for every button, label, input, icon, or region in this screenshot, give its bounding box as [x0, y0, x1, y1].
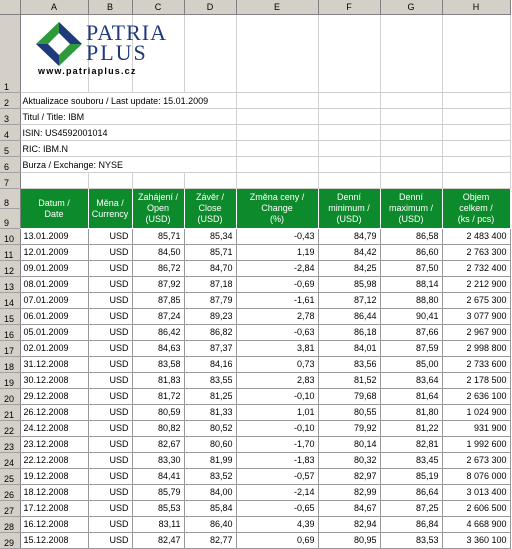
column-header[interactable]: H	[442, 0, 510, 15]
data-cell-min[interactable]: 86,44	[318, 309, 380, 325]
data-cell-vol[interactable]: 2 732 400	[442, 261, 510, 277]
data-cell-open[interactable]: 85,79	[132, 485, 184, 501]
cell[interactable]	[236, 157, 318, 173]
data-cell-max[interactable]: 87,66	[380, 325, 442, 341]
table-row	[0, 389, 510, 405]
data-cell-date[interactable]: 12.01.2009	[20, 245, 88, 261]
data-cell-cur[interactable]: USD	[88, 357, 132, 373]
data-cell-chg[interactable]: 1,01	[236, 405, 318, 421]
data-cell-cur[interactable]: USD	[88, 421, 132, 437]
data-cell-min[interactable]: 82,99	[318, 485, 380, 501]
data-cell-chg[interactable]: -1,70	[236, 437, 318, 453]
cell[interactable]	[380, 125, 442, 141]
header-text-line: (%)	[270, 214, 284, 224]
row-header[interactable]: 18	[0, 357, 20, 373]
data-cell-cur[interactable]: USD	[88, 501, 132, 517]
row-header[interactable]: 15	[0, 309, 20, 325]
data-cell-min[interactable]: 80,95	[318, 533, 380, 549]
column-header[interactable]: F	[318, 0, 380, 15]
data-cell-max[interactable]: 81,64	[380, 389, 442, 405]
sheet-row	[0, 109, 510, 125]
data-cell-max[interactable]: 81,22	[380, 421, 442, 437]
cell[interactable]	[318, 93, 380, 109]
cell[interactable]	[236, 141, 318, 157]
row-header[interactable]: 17	[0, 341, 20, 357]
data-cell-close[interactable]: 81,99	[184, 453, 236, 469]
data-cell-max[interactable]: 81,80	[380, 405, 442, 421]
row-header[interactable]: 8	[0, 189, 20, 209]
cell[interactable]	[318, 125, 380, 141]
data-cell-max[interactable]: 90,41	[380, 309, 442, 325]
data-cell-open[interactable]: 85,71	[132, 229, 184, 245]
cell[interactable]	[380, 141, 442, 157]
data-cell-open[interactable]: 83,58	[132, 357, 184, 373]
data-cell-max[interactable]: 83,53	[380, 533, 442, 549]
data-cell-chg[interactable]: -0,69	[236, 277, 318, 293]
cell[interactable]	[236, 15, 318, 93]
data-cell-open[interactable]: 84,63	[132, 341, 184, 357]
cell[interactable]	[442, 173, 510, 189]
data-cell-vol[interactable]: 2 673 300	[442, 453, 510, 469]
row-header[interactable]: 4	[0, 125, 20, 141]
data-cell-vol[interactable]: 2 733 600	[442, 357, 510, 373]
header-text-line: Close	[198, 203, 222, 213]
data-cell-close[interactable]: 87,37	[184, 341, 236, 357]
row-header[interactable]: 2	[0, 93, 20, 109]
table-column-header[interactable]	[236, 189, 318, 229]
data-cell-close[interactable]: 84,70	[184, 261, 236, 277]
data-cell-vol[interactable]: 1 992 600	[442, 437, 510, 453]
data-cell-cur[interactable]: USD	[88, 261, 132, 277]
data-cell-open[interactable]: 84,41	[132, 469, 184, 485]
data-cell-date[interactable]: 31.12.2008	[20, 357, 88, 373]
data-cell-max[interactable]: 85,19	[380, 469, 442, 485]
data-cell-cur[interactable]: USD	[88, 309, 132, 325]
data-cell-vol[interactable]: 2 763 300	[442, 245, 510, 261]
data-cell-cur[interactable]: USD	[88, 325, 132, 341]
table-row	[0, 453, 510, 469]
data-cell-cur[interactable]: USD	[88, 341, 132, 357]
data-cell-vol[interactable]: 3 360 100	[442, 533, 510, 549]
cell[interactable]	[236, 93, 318, 109]
row-header[interactable]: 16	[0, 325, 20, 341]
cell[interactable]	[318, 141, 380, 157]
cell[interactable]	[318, 157, 380, 173]
cell[interactable]	[132, 173, 184, 189]
table-row	[0, 373, 510, 389]
data-cell-cur[interactable]: USD	[88, 485, 132, 501]
header-text-line: (ks / pcs)	[457, 214, 495, 224]
data-cell-close[interactable]: 85,84	[184, 501, 236, 517]
table-column-header[interactable]	[442, 189, 510, 229]
data-cell-max[interactable]: 88,80	[380, 293, 442, 309]
row-header[interactable]: 12	[0, 261, 20, 277]
column-header[interactable]: G	[380, 0, 442, 15]
data-cell-close[interactable]: 83,55	[184, 373, 236, 389]
data-cell-chg[interactable]: -0,63	[236, 325, 318, 341]
sheet-row	[0, 93, 510, 109]
data-cell-vol[interactable]: 3 077 900	[442, 309, 510, 325]
data-cell-open[interactable]: 83,11	[132, 517, 184, 533]
cell[interactable]	[442, 157, 510, 173]
data-cell-close[interactable]: 86,82	[184, 325, 236, 341]
data-cell-min[interactable]: 79,92	[318, 421, 380, 437]
row-header[interactable]: 3	[0, 109, 20, 125]
data-cell-chg[interactable]: -0,10	[236, 421, 318, 437]
data-cell-date[interactable]: 07.01.2009	[20, 293, 88, 309]
data-cell-vol[interactable]: 2 606 500	[442, 501, 510, 517]
row-header[interactable]: 6	[0, 157, 20, 173]
data-cell-close[interactable]: 81,33	[184, 405, 236, 421]
header-text-line: Denní	[398, 192, 424, 202]
row-header[interactable]: 5	[0, 141, 20, 157]
column-header[interactable]: C	[132, 0, 184, 15]
sheet-row	[0, 189, 510, 209]
data-cell-chg[interactable]: -2,84	[236, 261, 318, 277]
table-row	[0, 533, 510, 549]
data-cell-close[interactable]: 84,16	[184, 357, 236, 373]
table-column-header[interactable]	[88, 189, 132, 229]
table-row	[0, 309, 510, 325]
logo-word-plus: PLUS	[86, 40, 148, 65]
data-cell-cur[interactable]: USD	[88, 277, 132, 293]
data-cell-open[interactable]: 83,30	[132, 453, 184, 469]
data-cell-date[interactable]: 17.12.2008	[20, 501, 88, 517]
column-header[interactable]: D	[184, 0, 236, 15]
data-cell-min[interactable]: 79,68	[318, 389, 380, 405]
cell[interactable]	[380, 157, 442, 173]
data-cell-date[interactable]: 18.12.2008	[20, 485, 88, 501]
data-cell-open[interactable]: 81,83	[132, 373, 184, 389]
row-header[interactable]: 27	[0, 501, 20, 517]
data-cell-min[interactable]: 80,32	[318, 453, 380, 469]
column-header[interactable]: A	[20, 0, 88, 15]
data-cell-vol[interactable]: 1 024 900	[442, 405, 510, 421]
data-cell-date[interactable]: 08.01.2009	[20, 277, 88, 293]
data-cell-min[interactable]: 84,67	[318, 501, 380, 517]
data-cell-cur[interactable]: USD	[88, 245, 132, 261]
data-cell-min[interactable]: 86,18	[318, 325, 380, 341]
data-cell-chg[interactable]: -1,83	[236, 453, 318, 469]
table-column-header[interactable]	[20, 189, 88, 229]
cell[interactable]	[184, 173, 236, 189]
data-cell-open[interactable]: 81,72	[132, 389, 184, 405]
cell[interactable]	[184, 15, 236, 93]
data-cell-cur[interactable]: USD	[88, 293, 132, 309]
patria-logo-icon	[34, 22, 84, 66]
data-cell-date[interactable]: 15.12.2008	[20, 533, 88, 549]
row-header[interactable]: 28	[0, 517, 20, 533]
data-cell-cur[interactable]: USD	[88, 229, 132, 245]
row-header[interactable]: 7	[0, 173, 20, 189]
header-text-line: maximum /	[388, 203, 433, 213]
row-header[interactable]: 25	[0, 469, 20, 485]
data-cell-vol[interactable]: 2 967 900	[442, 325, 510, 341]
data-cell-min[interactable]: 80,55	[318, 405, 380, 421]
data-cell-max[interactable]: 86,60	[380, 245, 442, 261]
data-cell-min[interactable]: 84,79	[318, 229, 380, 245]
header-text-line: Závěr /	[195, 192, 224, 202]
data-cell-close[interactable]: 85,71	[184, 245, 236, 261]
table-row	[0, 277, 510, 293]
data-cell-open[interactable]: 82,67	[132, 437, 184, 453]
data-cell-min[interactable]: 81,52	[318, 373, 380, 389]
row-header[interactable]: 20	[0, 389, 20, 405]
header-text-line: (USD)	[336, 214, 362, 224]
column-header[interactable]: B	[88, 0, 132, 15]
data-cell-date[interactable]: 19.12.2008	[20, 469, 88, 485]
header-text-line: Change	[261, 203, 293, 213]
data-cell-open[interactable]: 85,53	[132, 501, 184, 517]
row-header[interactable]: 24	[0, 453, 20, 469]
data-cell-max[interactable]: 83,45	[380, 453, 442, 469]
table-row	[0, 469, 510, 485]
info-cell[interactable]: ISIN: US4592001014	[20, 125, 236, 141]
column-header-row	[0, 0, 510, 15]
data-cell-cur[interactable]: USD	[88, 533, 132, 549]
data-cell-chg[interactable]: -1,61	[236, 293, 318, 309]
data-cell-close[interactable]: 87,79	[184, 293, 236, 309]
row-header[interactable]: 23	[0, 437, 20, 453]
data-cell-max[interactable]: 87,25	[380, 501, 442, 517]
data-cell-max[interactable]: 87,59	[380, 341, 442, 357]
data-cell-min[interactable]: 84,42	[318, 245, 380, 261]
data-cell-open[interactable]: 80,82	[132, 421, 184, 437]
data-cell-close[interactable]: 80,52	[184, 421, 236, 437]
data-cell-vol[interactable]: 2 212 900	[442, 277, 510, 293]
row-header[interactable]: 11	[0, 245, 20, 261]
cell[interactable]	[318, 15, 380, 93]
data-cell-close[interactable]: 85,34	[184, 229, 236, 245]
data-cell-max[interactable]: 82,81	[380, 437, 442, 453]
data-cell-open[interactable]: 87,85	[132, 293, 184, 309]
data-cell-date[interactable]: 09.01.2009	[20, 261, 88, 277]
sheet-row	[0, 173, 510, 189]
table-column-header[interactable]	[132, 189, 184, 229]
data-cell-min[interactable]: 83,56	[318, 357, 380, 373]
header-text-line: Denní	[336, 192, 362, 202]
row-header[interactable]: 19	[0, 373, 20, 389]
table-row	[0, 341, 510, 357]
info-cell[interactable]: Aktualizace souboru / Last update: 15.01.2009	[20, 93, 236, 109]
data-cell-date[interactable]: 30.12.2008	[20, 373, 88, 389]
data-cell-chg[interactable]: 0,69	[236, 533, 318, 549]
column-header[interactable]: E	[236, 0, 318, 15]
data-cell-open[interactable]: 86,72	[132, 261, 184, 277]
data-cell-max[interactable]: 86,58	[380, 229, 442, 245]
data-cell-min[interactable]: 82,97	[318, 469, 380, 485]
data-cell-vol[interactable]: 2 636 100	[442, 389, 510, 405]
patria-plus-logo	[34, 22, 184, 80]
data-cell-max[interactable]: 88,14	[380, 277, 442, 293]
table-row	[0, 325, 510, 341]
cell[interactable]	[442, 109, 510, 125]
data-cell-max[interactable]: 83,64	[380, 373, 442, 389]
table-row	[0, 245, 510, 261]
data-cell-date[interactable]: 23.12.2008	[20, 437, 88, 453]
data-cell-min[interactable]: 82,94	[318, 517, 380, 533]
data-cell-close[interactable]: 83,52	[184, 469, 236, 485]
table-column-header[interactable]	[318, 189, 380, 229]
data-cell-cur[interactable]: USD	[88, 517, 132, 533]
data-cell-vol[interactable]: 8 076 000	[442, 469, 510, 485]
data-cell-chg[interactable]: -2,14	[236, 485, 318, 501]
header-text-line: Datum /	[38, 197, 70, 208]
data-cell-max[interactable]: 87,50	[380, 261, 442, 277]
header-text-line: Open	[146, 203, 170, 213]
info-cell[interactable]: Titul / Title: IBM	[20, 109, 236, 125]
data-cell-close[interactable]: 87,18	[184, 277, 236, 293]
sheet-row	[0, 141, 510, 157]
row-header[interactable]: 13	[0, 277, 20, 293]
table-row	[0, 501, 510, 517]
data-cell-cur[interactable]: USD	[88, 469, 132, 485]
data-cell-vol[interactable]: 4 668 900	[442, 517, 510, 533]
row-header[interactable]: 26	[0, 485, 20, 501]
data-cell-open[interactable]: 84,50	[132, 245, 184, 261]
data-cell-date[interactable]: 24.12.2008	[20, 421, 88, 437]
cell[interactable]	[20, 173, 88, 189]
sheet-row	[0, 125, 510, 141]
data-cell-vol[interactable]: 2 998 800	[442, 341, 510, 357]
data-cell-vol[interactable]: 2 675 300	[442, 293, 510, 309]
header-text-line: minimum /	[328, 203, 370, 213]
header-text-line: Objem	[462, 192, 490, 202]
cell[interactable]	[442, 15, 510, 93]
data-cell-date[interactable]: 05.01.2009	[20, 325, 88, 341]
table-row	[0, 261, 510, 277]
cell[interactable]	[236, 173, 318, 189]
data-cell-date[interactable]: 16.12.2008	[20, 517, 88, 533]
header-text-line: celkem /	[459, 203, 493, 213]
info-cell[interactable]: RIC: IBM.N	[20, 141, 236, 157]
data-cell-date[interactable]: 26.12.2008	[20, 405, 88, 421]
data-cell-chg[interactable]: 4,39	[236, 517, 318, 533]
data-cell-vol[interactable]: 3 013 400	[442, 485, 510, 501]
table-row	[0, 421, 510, 437]
row-header[interactable]: 9	[0, 209, 20, 229]
data-cell-close[interactable]: 81,25	[184, 389, 236, 405]
cell[interactable]	[380, 93, 442, 109]
row-header[interactable]: 10	[0, 229, 20, 245]
data-cell-close[interactable]: 82,77	[184, 533, 236, 549]
data-cell-max[interactable]: 85,00	[380, 357, 442, 373]
info-cell[interactable]: Burza / Exchange: NYSE	[20, 157, 236, 173]
data-cell-cur[interactable]: USD	[88, 373, 132, 389]
data-cell-chg[interactable]: 1,19	[236, 245, 318, 261]
header-text-line: Změna ceny /	[249, 192, 305, 202]
data-cell-cur[interactable]: USD	[88, 453, 132, 469]
table-row	[0, 485, 510, 501]
row-header[interactable]: 22	[0, 421, 20, 437]
data-cell-cur[interactable]: USD	[88, 405, 132, 421]
header-text-line: Zahájení /	[137, 192, 179, 202]
cell[interactable]	[442, 93, 510, 109]
logo-word-patria: PATRIA	[86, 20, 167, 45]
data-cell-min[interactable]: 84,25	[318, 261, 380, 277]
data-cell-close[interactable]: 89,23	[184, 309, 236, 325]
cell[interactable]	[380, 173, 442, 189]
data-cell-max[interactable]: 86,84	[380, 517, 442, 533]
cell[interactable]	[318, 109, 380, 125]
row-header[interactable]: 29	[0, 533, 20, 549]
sheet-row	[0, 157, 510, 173]
data-cell-date[interactable]: 06.01.2009	[20, 309, 88, 325]
data-cell-date[interactable]: 13.01.2009	[20, 229, 88, 245]
data-cell-open[interactable]: 87,92	[132, 277, 184, 293]
data-cell-cur[interactable]: USD	[88, 389, 132, 405]
data-cell-close[interactable]: 80,60	[184, 437, 236, 453]
data-cell-close[interactable]: 86,40	[184, 517, 236, 533]
data-cell-vol[interactable]: 2 483 400	[442, 229, 510, 245]
data-cell-vol[interactable]: 931 900	[442, 421, 510, 437]
row-header[interactable]: 1	[0, 15, 20, 93]
data-cell-min[interactable]: 80,14	[318, 437, 380, 453]
data-cell-open[interactable]: 82,47	[132, 533, 184, 549]
data-cell-cur[interactable]: USD	[88, 437, 132, 453]
row-header[interactable]: 21	[0, 405, 20, 421]
data-cell-chg[interactable]: -0,43	[236, 229, 318, 245]
cell[interactable]	[442, 141, 510, 157]
data-cell-chg[interactable]: -0,10	[236, 389, 318, 405]
header-text-line: Měna /	[96, 197, 124, 208]
logo-url: www.patriaplus.cz	[38, 66, 137, 76]
data-cell-date[interactable]: 02.01.2009	[20, 341, 88, 357]
data-cell-chg[interactable]: 0,73	[236, 357, 318, 373]
header-text-line: Currency	[91, 208, 129, 219]
table-row	[0, 293, 510, 309]
cell[interactable]	[236, 109, 318, 125]
cell[interactable]	[380, 109, 442, 125]
data-cell-chg[interactable]: 2,83	[236, 373, 318, 389]
data-cell-min[interactable]: 85,98	[318, 277, 380, 293]
table-row	[0, 517, 510, 533]
data-cell-vol[interactable]: 2 178 500	[442, 373, 510, 389]
data-cell-date[interactable]: 22.12.2008	[20, 453, 88, 469]
table-column-header[interactable]	[184, 189, 236, 229]
header-text-line: Date	[44, 208, 64, 219]
table-row	[0, 229, 510, 245]
data-cell-open[interactable]: 80,59	[132, 405, 184, 421]
cell[interactable]	[318, 173, 380, 189]
data-cell-chg[interactable]: 3,81	[236, 341, 318, 357]
data-cell-min[interactable]: 87,12	[318, 293, 380, 309]
cell[interactable]	[442, 125, 510, 141]
data-cell-open[interactable]: 87,24	[132, 309, 184, 325]
header-text-line: (USD)	[145, 214, 171, 224]
table-row	[0, 437, 510, 453]
row-header[interactable]: 14	[0, 293, 20, 309]
header-text-line: (USD)	[197, 214, 223, 224]
cell[interactable]	[236, 125, 318, 141]
data-cell-chg[interactable]: -0,65	[236, 501, 318, 517]
select-all-corner[interactable]	[0, 0, 20, 15]
data-cell-chg[interactable]: -0,57	[236, 469, 318, 485]
table-row	[0, 405, 510, 421]
data-cell-chg[interactable]: 2,78	[236, 309, 318, 325]
data-cell-max[interactable]: 86,64	[380, 485, 442, 501]
cell[interactable]	[380, 15, 442, 93]
data-cell-close[interactable]: 84,00	[184, 485, 236, 501]
table-column-header[interactable]	[380, 189, 442, 229]
table-row	[0, 357, 510, 373]
data-cell-date[interactable]: 29.12.2008	[20, 389, 88, 405]
header-text-line: (USD)	[398, 214, 424, 224]
data-cell-min[interactable]: 84,01	[318, 341, 380, 357]
cell[interactable]	[88, 173, 132, 189]
data-cell-open[interactable]: 86,42	[132, 325, 184, 341]
